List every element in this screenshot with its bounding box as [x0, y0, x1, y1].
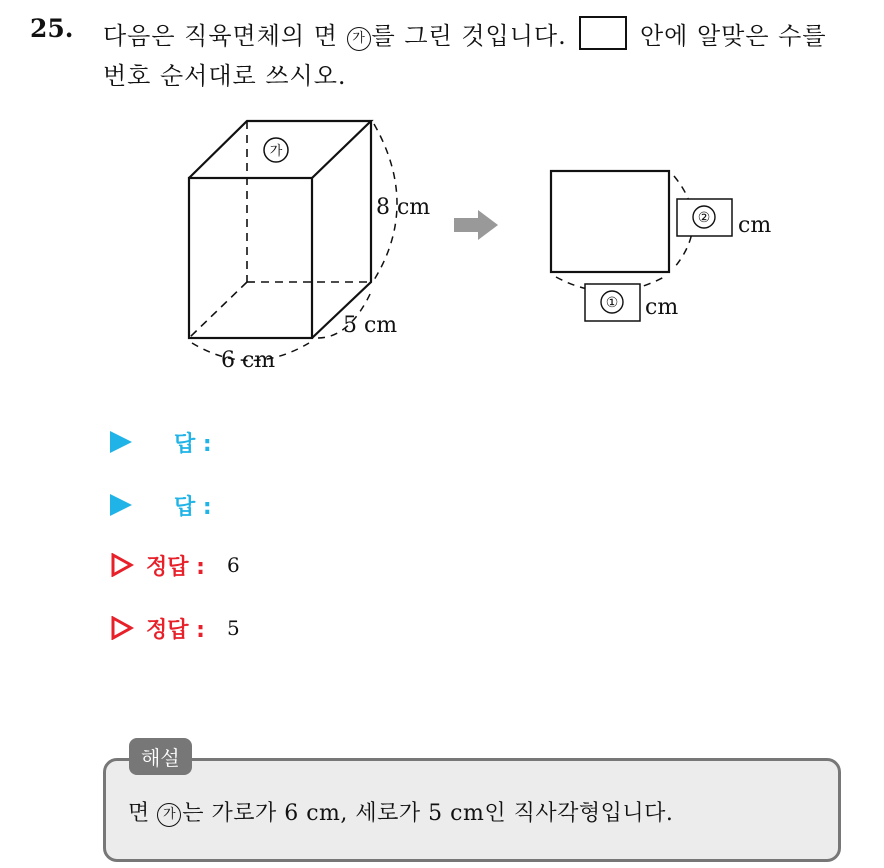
explanation-text	[128, 796, 673, 827]
blank1-unit: cm	[645, 295, 679, 320]
correct-value: 5	[226, 616, 240, 640]
figure	[0, 0, 884, 420]
explanation-part2: 는 가로가 6 cm, 세로가 5 cm인 직사각형입니다.	[182, 801, 674, 826]
cuboid-right-face	[312, 121, 371, 338]
depth-label: 5 cm	[343, 313, 398, 338]
correct-label: 정답 :	[146, 554, 205, 580]
face-ga-drawing	[551, 171, 693, 292]
play-arrow-icon	[110, 494, 132, 516]
answer-label: 답 :	[174, 431, 212, 457]
face-ga-label: 가	[269, 144, 283, 159]
play-arrow-icon	[110, 431, 132, 453]
blank1-number: ①	[605, 295, 619, 311]
face-ga-symbol: 가	[347, 27, 371, 51]
correct-row-2	[110, 612, 240, 644]
blank2-number: ②	[697, 210, 711, 226]
question-text-part1: 다음은 직육면체의 면	[103, 22, 347, 50]
answer-row-2	[110, 489, 234, 521]
explanation-tag: 해설	[129, 738, 192, 775]
question-text-part3: 안에 알맞은 수를	[631, 22, 827, 50]
face-ga-symbol: 가	[157, 803, 181, 827]
gray-arrow-icon	[454, 210, 498, 240]
question-number: 25.	[30, 14, 74, 43]
cuboid-front-face	[189, 178, 312, 338]
question-text-part2: 를 그린 것입니다.	[371, 22, 576, 50]
answer-label: 답 :	[174, 494, 212, 520]
correct-label: 정답 :	[146, 617, 205, 643]
outline-arrow-icon	[110, 616, 134, 640]
width-label: 6 cm	[221, 348, 276, 373]
explanation-part1: 면	[128, 801, 158, 826]
correct-value: 6	[226, 553, 240, 577]
question-text-line2: 번호 순서대로 쓰시오.	[103, 62, 347, 90]
outline-arrow-icon	[110, 553, 134, 577]
height-label: 8 cm	[376, 195, 431, 220]
blank2-unit: cm	[738, 213, 772, 238]
answer-row-1	[110, 426, 234, 458]
correct-row-1	[110, 549, 240, 581]
